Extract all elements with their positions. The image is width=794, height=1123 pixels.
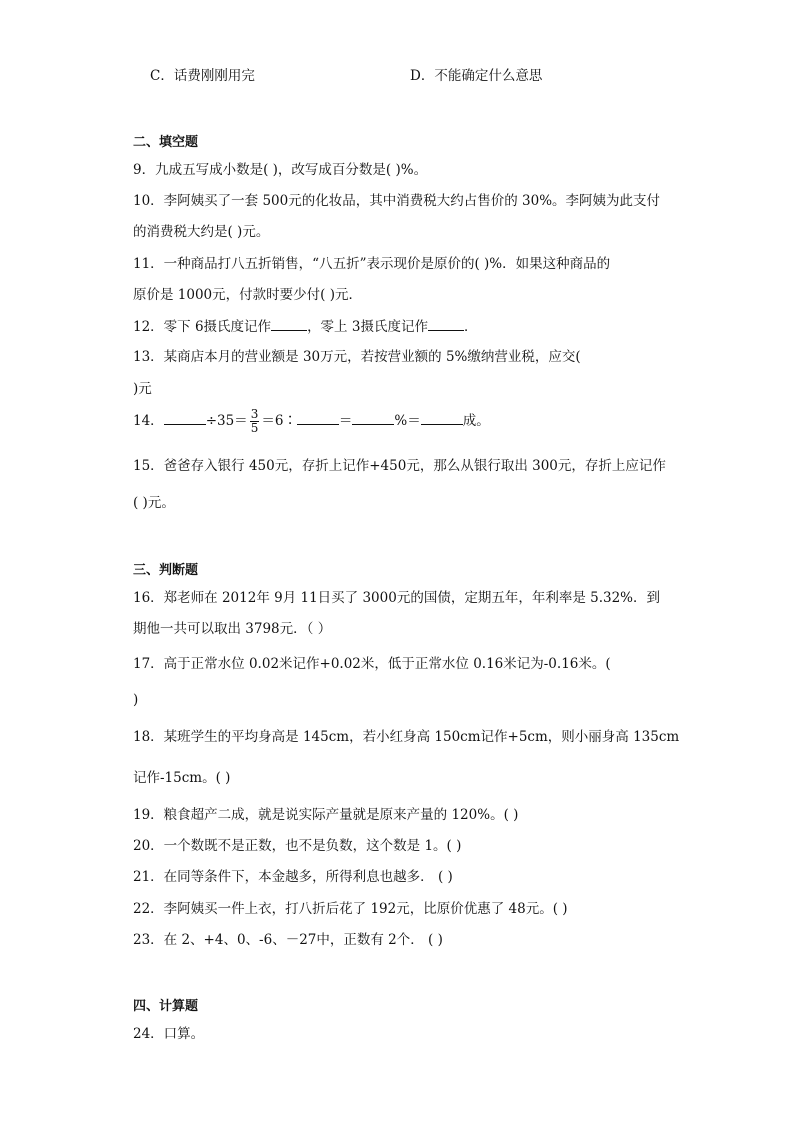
question-14-label: 14． bbox=[133, 413, 164, 429]
question-15-line-1: 15．爸爸存入银行 450元，存折上记作+450元，那么从银行取出 300元，存折上应记作 bbox=[133, 458, 666, 474]
question-14-pct: %＝ bbox=[394, 413, 421, 429]
question-17-line-2: ) bbox=[133, 692, 139, 708]
question-9: 9．九成五写成小数是( )，改写成百分数是( )%。 bbox=[133, 162, 428, 178]
question-12-part-c: ． bbox=[463, 319, 478, 335]
question-12-part-a: 12．零下 6摄氏度记作 bbox=[133, 319, 272, 335]
question-13-line-2: )元 bbox=[133, 381, 152, 397]
section-heading-calculation: 四、计算题 bbox=[133, 999, 199, 1014]
question-19: 19．粮食超产二成，就是说实际产量就是原来产量的 120%。( ) bbox=[133, 807, 519, 823]
question-14-div: ÷35＝ bbox=[205, 413, 248, 429]
question-15-line-2: ( )元。 bbox=[133, 495, 175, 511]
question-14-tail: 成。 bbox=[462, 413, 490, 429]
question-11-line-1: 11．一种商品打八五折销售，“八五折”表示现价是原价的( )%．如果这种商品的 bbox=[133, 256, 611, 272]
fraction bbox=[250, 408, 260, 435]
answer-blank bbox=[352, 410, 394, 425]
section-heading-fill-blank: 二、填空题 bbox=[133, 135, 199, 150]
question-14 bbox=[133, 407, 490, 435]
question-21: 21．在同等条件下，本金越多，所得利息也越多． ( ) bbox=[133, 869, 453, 885]
question-10-line-2: 的消费税大约是( )元。 bbox=[133, 224, 270, 240]
question-18-line-2: 记作-15cm。( ) bbox=[133, 770, 231, 786]
option-c: C．话费刚刚用完 bbox=[150, 68, 255, 84]
question-20: 20．一个数既不是正数，也不是负数，这个数是 1。( ) bbox=[133, 838, 462, 854]
question-23: 23．在 2、+4、0、-6、－27中，正数有 2个． ( ) bbox=[133, 932, 443, 948]
question-12 bbox=[133, 316, 477, 337]
question-14-eq2: ＝ bbox=[338, 413, 353, 429]
question-10-line-1: 10．李阿姨买了一套 500元的化妆品，其中消费税大约占售价的 30%。李阿姨为此支付 bbox=[133, 193, 661, 209]
question-24: 24．口算。 bbox=[133, 1026, 205, 1042]
answer-blank bbox=[164, 410, 206, 425]
question-18-line-1: 18．某班学生的平均身高是 145cm，若小红身高 150cm记作+5cm，则小丽身高 135cm bbox=[133, 729, 680, 745]
option-d: D．不能确定什么意思 bbox=[410, 68, 543, 84]
question-14-eq1: ＝6∶ bbox=[261, 413, 297, 429]
answer-blank bbox=[271, 316, 307, 331]
question-16-line-1: 16．郑老师在 2012年 9月 11日买了 3000元的国债，定期五年，年利率是 5.32%．到 bbox=[133, 590, 661, 606]
section-heading-true-false: 三、判断题 bbox=[133, 563, 199, 578]
fraction-numerator: 3 bbox=[250, 407, 259, 421]
fraction-denominator: 5 bbox=[250, 421, 259, 435]
question-11-line-2: 原价是 1000元，付款时要少付( )元． bbox=[133, 287, 362, 303]
question-13-line-1: 13．某商店本月的营业额是 30万元，若按营业额的 5%缴纳营业税，应交( bbox=[133, 349, 581, 365]
answer-blank bbox=[297, 410, 339, 425]
question-22: 22．李阿姨买一件上衣，打八折后花了 192元，比原价优惠了 48元。( ) bbox=[133, 901, 568, 917]
question-12-part-b: ，零上 3摄氏度记作 bbox=[307, 319, 428, 335]
question-17-line-1: 17．高于正常水位 0.02米记作+0.02米，低于正常水位 0.16米记为-0.16米。( bbox=[133, 656, 611, 672]
question-16-line-2: 期他一共可以取出 3798元．（ ） bbox=[133, 621, 332, 637]
answer-blank bbox=[421, 410, 463, 425]
answer-blank bbox=[428, 316, 464, 331]
